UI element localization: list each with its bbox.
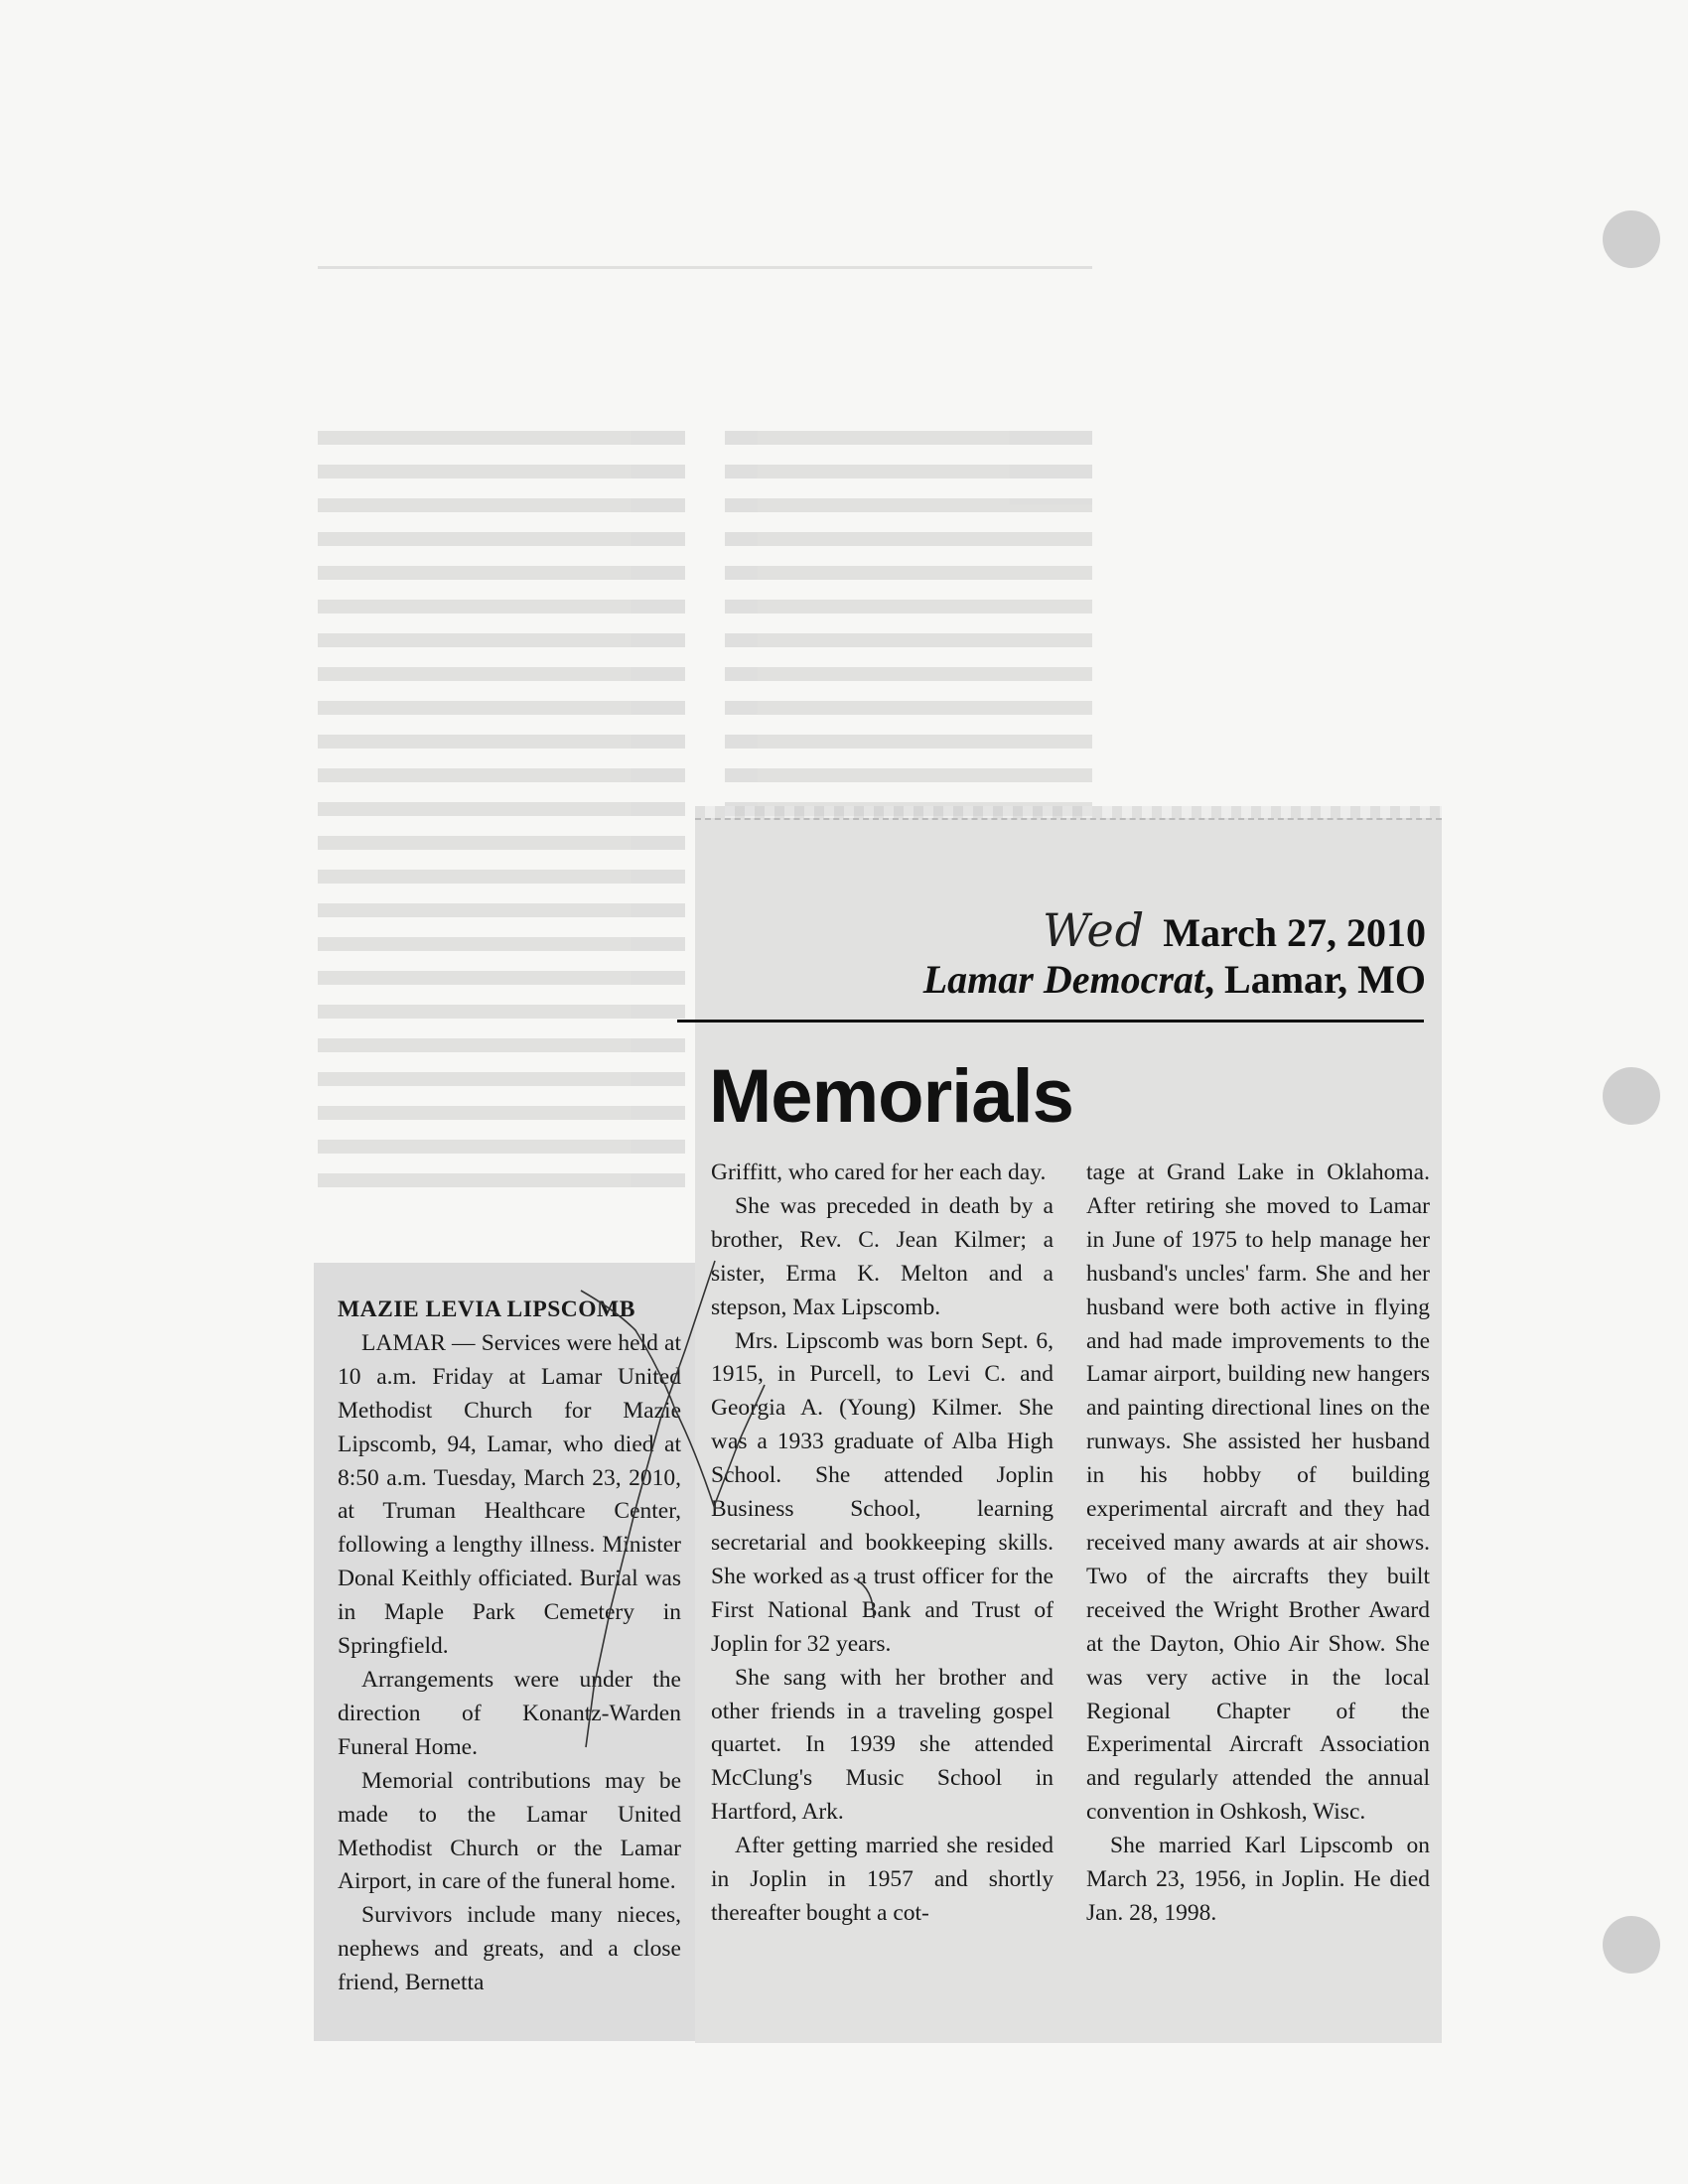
- paragraph: tage at Grand Lake in Oklahoma. After retiring she moved to Lamar in June of 1975 to help manage her husband's uncles' farm. She and her husband were both active in flying and had made improvements to the Lamar airport, building new hangers and painting directional lines on the runways. She assisted her husband in his hobby of building experimental aircraft and they had received many awards at air shows. Two of the aircrafts they built received the Wright Brother Award at the Dayton, Ohio Air Show. She was very active in the local Regional Chapter of the Experimental Aircraft Association and regularly attended the annual convention in Oshkosh, Wisc.: [1086, 1160, 1430, 1826]
- binder-hole: [1603, 1067, 1660, 1125]
- newspaper-name: Lamar Democrat: [922, 957, 1205, 1002]
- paragraph: After getting married she resided in Joplin in 1957 and shortly thereafter bought a cot-: [711, 1833, 1054, 1926]
- paragraph: Arrangements were under the direction of Konantz-Warden Funeral Home.: [338, 1666, 681, 1760]
- paper-line: [695, 955, 1426, 1005]
- paragraph: She was preceded in death by a brother, Rev. C. Jean Kilmer; a sister, Erma K. Melton and a stepson, Max Lipscomb.: [711, 1192, 1054, 1320]
- paragraph: LAMAR — Services were held at 10 a.m. Friday at Lamar United Methodist Church for Mazie Lipscomb, 94, Lamar, who died at 8:50 a.m. Tuesday, March 23, 2010, at Truman Healthcare Center, following a lengthy illness. Minister Donal Keithly officiated. Burial was in Maple Park Cemetery in Springfield.: [338, 1329, 681, 1660]
- paragraph: She sang with her brother and other friends in a traveling gospel quartet. In 1939 she attended McClung's Music School in Hartford, Ark.: [711, 1664, 1054, 1826]
- binder-hole: [1603, 210, 1660, 268]
- binder-hole: [1603, 1916, 1660, 1974]
- date-line: [695, 903, 1426, 957]
- paragraph: Mrs. Lipscomb was born Sept. 6, 1915, in Purcell, to Levi C. and Georgia A. (Young) Kilmer. She was a 1933 graduate of Alba High School. She attended Joplin Business School, learning secretarial and bookkeeping skills. She worked as a trust officer for the First National Bank and Trust of Joplin for 32 years.: [711, 1327, 1054, 1657]
- deceased-name: MAZIE LEVIA LIPSCOMB: [338, 1297, 635, 1322]
- column-3: [1086, 1157, 1430, 1931]
- paragraph: Griffitt, who cared for her each day.: [711, 1160, 1047, 1185]
- column-2: [711, 1157, 1054, 1931]
- header-rule: [677, 1020, 1424, 1023]
- newspaper-location: , Lamar, MO: [1204, 957, 1426, 1002]
- paragraph: Memorial contributions may be made to the Lamar United Methodist Church or the Lamar Airport, in care of the funeral home.: [338, 1767, 681, 1895]
- section-title: Memorials: [709, 1054, 1073, 1139]
- paragraph: Survivors include many nieces, nephews and greats, and a close friend, Bernetta: [338, 1902, 681, 1996]
- clipping-header: [695, 903, 1426, 1005]
- column-1: [338, 1294, 681, 2000]
- paragraph: She married Karl Lipscomb on March 23, 1956, in Joplin. He died Jan. 28, 1998.: [1086, 1833, 1430, 1926]
- issue-date: March 27, 2010: [1163, 910, 1426, 955]
- handwritten-day: Wed: [1043, 903, 1146, 957]
